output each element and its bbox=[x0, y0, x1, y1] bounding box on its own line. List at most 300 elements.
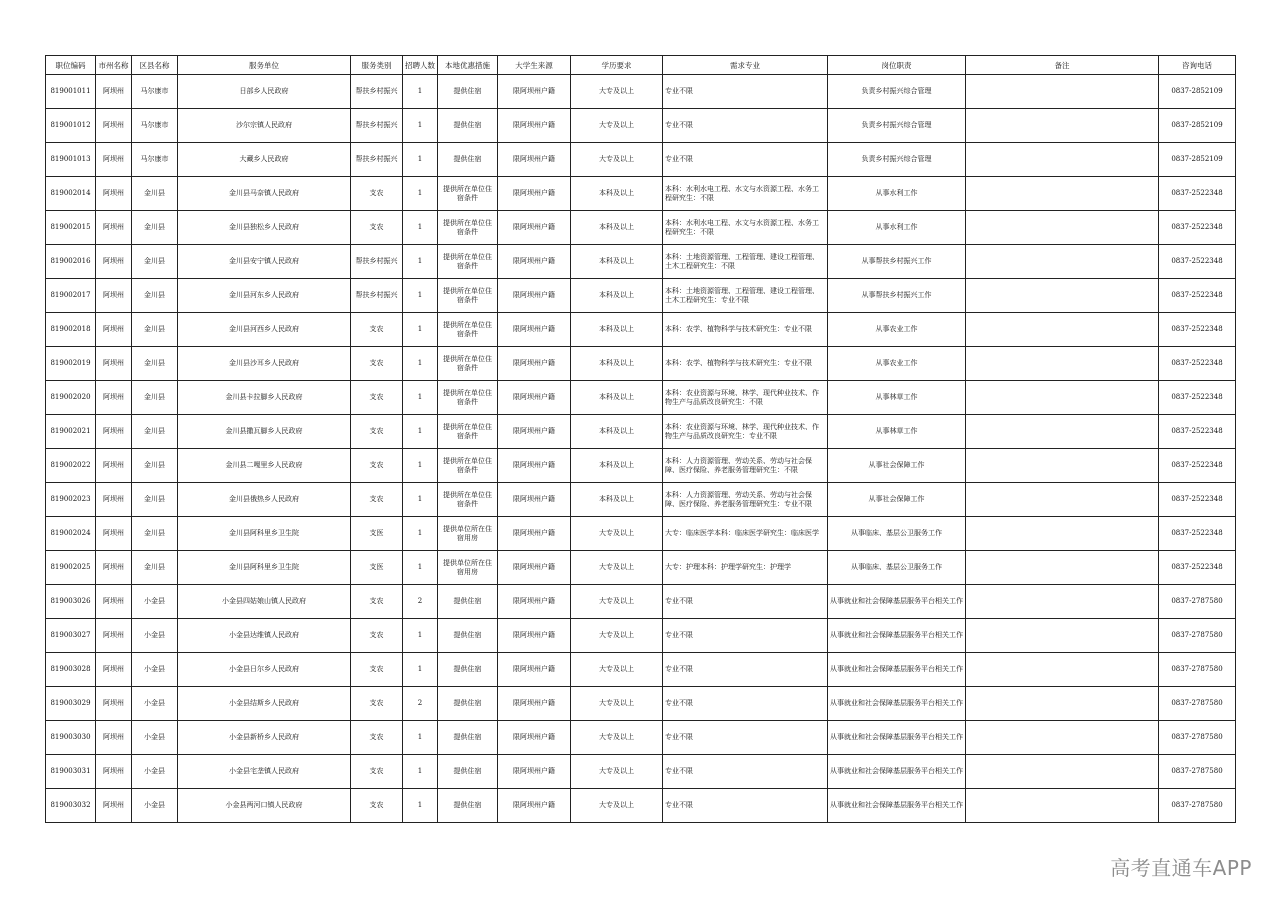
cell-education: 大专及以上 bbox=[571, 585, 663, 619]
cell-remarks bbox=[966, 211, 1159, 245]
cell-remarks bbox=[966, 75, 1159, 109]
cell-hiring-count: 2 bbox=[403, 585, 438, 619]
cell-phone: 0837-2522348 bbox=[1159, 211, 1236, 245]
cell-service-category: 帮扶乡村振兴 bbox=[351, 143, 403, 177]
cell-service-unit: 金川县俄热乡人民政府 bbox=[178, 483, 351, 517]
cell-position-code: 819003027 bbox=[46, 619, 96, 653]
table-row bbox=[46, 585, 1236, 619]
cell-hiring-count: 1 bbox=[403, 381, 438, 415]
cell-local-benefits: 提供住宿 bbox=[438, 721, 498, 755]
cell-phone: 0837-2522348 bbox=[1159, 483, 1236, 517]
table-row bbox=[46, 415, 1236, 449]
cell-city: 阿坝州 bbox=[96, 721, 132, 755]
cell-remarks bbox=[966, 415, 1159, 449]
cell-county: 小金县 bbox=[132, 789, 178, 823]
cell-duties: 负责乡村振兴综合管理 bbox=[828, 143, 966, 177]
cell-city: 阿坝州 bbox=[96, 789, 132, 823]
cell-duties: 负责乡村振兴综合管理 bbox=[828, 109, 966, 143]
cell-position-code: 819003032 bbox=[46, 789, 96, 823]
table-row bbox=[46, 347, 1236, 381]
cell-student-source: 限阿坝州户籍 bbox=[498, 721, 571, 755]
cell-major: 大专：临床医学本科：临床医学研究生：临床医学 bbox=[663, 517, 828, 551]
header-education: 学历要求 bbox=[571, 56, 663, 75]
cell-duties: 从事农业工作 bbox=[828, 313, 966, 347]
cell-duties: 从事就业和社会保障基层服务平台相关工作 bbox=[828, 755, 966, 789]
cell-major: 专业不限 bbox=[663, 755, 828, 789]
table-body bbox=[46, 75, 1236, 823]
cell-city: 阿坝州 bbox=[96, 687, 132, 721]
cell-student-source: 限阿坝州户籍 bbox=[498, 755, 571, 789]
cell-remarks bbox=[966, 347, 1159, 381]
cell-service-category: 帮扶乡村振兴 bbox=[351, 279, 403, 313]
cell-city: 阿坝州 bbox=[96, 619, 132, 653]
cell-major: 本科：土地资源管理、工程管理、建设工程管理、土木工程研究生：专业不限 bbox=[663, 279, 828, 313]
table-row bbox=[46, 75, 1236, 109]
cell-position-code: 819002017 bbox=[46, 279, 96, 313]
cell-student-source: 限阿坝州户籍 bbox=[498, 449, 571, 483]
table-row bbox=[46, 245, 1236, 279]
cell-education: 大专及以上 bbox=[571, 551, 663, 585]
header-service-unit: 服务单位 bbox=[178, 56, 351, 75]
cell-phone: 0837-2787580 bbox=[1159, 789, 1236, 823]
cell-duties: 从事水利工作 bbox=[828, 211, 966, 245]
cell-remarks bbox=[966, 245, 1159, 279]
cell-city: 阿坝州 bbox=[96, 517, 132, 551]
cell-city: 阿坝州 bbox=[96, 313, 132, 347]
cell-local-benefits: 提供所在单位住宿条件 bbox=[438, 245, 498, 279]
cell-service-category: 支农 bbox=[351, 789, 403, 823]
cell-hiring-count: 1 bbox=[403, 755, 438, 789]
cell-position-code: 819002024 bbox=[46, 517, 96, 551]
cell-remarks bbox=[966, 687, 1159, 721]
cell-hiring-count: 1 bbox=[403, 211, 438, 245]
cell-major: 专业不限 bbox=[663, 789, 828, 823]
cell-duties: 从事农业工作 bbox=[828, 347, 966, 381]
cell-hiring-count: 1 bbox=[403, 313, 438, 347]
cell-position-code: 819002023 bbox=[46, 483, 96, 517]
cell-service-unit: 小金县结斯乡人民政府 bbox=[178, 687, 351, 721]
cell-city: 阿坝州 bbox=[96, 551, 132, 585]
cell-service-category: 支医 bbox=[351, 551, 403, 585]
cell-education: 本科及以上 bbox=[571, 211, 663, 245]
cell-phone: 0837-2787580 bbox=[1159, 653, 1236, 687]
cell-position-code: 819002019 bbox=[46, 347, 96, 381]
cell-duties: 从事就业和社会保障基层服务平台相关工作 bbox=[828, 687, 966, 721]
cell-county: 小金县 bbox=[132, 585, 178, 619]
cell-duties: 从事林草工作 bbox=[828, 415, 966, 449]
cell-duties: 从事社会保障工作 bbox=[828, 483, 966, 517]
cell-phone: 0837-2522348 bbox=[1159, 381, 1236, 415]
cell-hiring-count: 1 bbox=[403, 789, 438, 823]
cell-city: 阿坝州 bbox=[96, 279, 132, 313]
cell-phone: 0837-2522348 bbox=[1159, 415, 1236, 449]
cell-duties: 从事帮扶乡村振兴工作 bbox=[828, 245, 966, 279]
cell-local-benefits: 提供住宿 bbox=[438, 143, 498, 177]
table-row bbox=[46, 177, 1236, 211]
cell-service-category: 支农 bbox=[351, 653, 403, 687]
cell-hiring-count: 1 bbox=[403, 415, 438, 449]
cell-duties: 从事就业和社会保障基层服务平台相关工作 bbox=[828, 619, 966, 653]
cell-major: 专业不限 bbox=[663, 109, 828, 143]
cell-county: 金川县 bbox=[132, 177, 178, 211]
cell-education: 大专及以上 bbox=[571, 109, 663, 143]
cell-hiring-count: 2 bbox=[403, 687, 438, 721]
cell-phone: 0837-2852109 bbox=[1159, 75, 1236, 109]
cell-service-category: 支农 bbox=[351, 449, 403, 483]
cell-position-code: 819001011 bbox=[46, 75, 96, 109]
cell-phone: 0837-2787580 bbox=[1159, 755, 1236, 789]
cell-county: 金川县 bbox=[132, 347, 178, 381]
cell-position-code: 819002015 bbox=[46, 211, 96, 245]
cell-service-unit: 小金县四姑娘山镇人民政府 bbox=[178, 585, 351, 619]
cell-position-code: 819003030 bbox=[46, 721, 96, 755]
cell-city: 阿坝州 bbox=[96, 245, 132, 279]
cell-service-unit: 小金县宅垄镇人民政府 bbox=[178, 755, 351, 789]
cell-major: 本科：农业资源与环境、林学、现代种业技术、作物生产与品质改良研究生：专业不限 bbox=[663, 415, 828, 449]
cell-service-unit: 小金县达维镇人民政府 bbox=[178, 619, 351, 653]
cell-student-source: 限阿坝州户籍 bbox=[498, 551, 571, 585]
cell-phone: 0837-2522348 bbox=[1159, 517, 1236, 551]
cell-city: 阿坝州 bbox=[96, 381, 132, 415]
cell-remarks bbox=[966, 449, 1159, 483]
cell-position-code: 819002014 bbox=[46, 177, 96, 211]
header-county: 区县名称 bbox=[132, 56, 178, 75]
table-row bbox=[46, 211, 1236, 245]
cell-student-source: 限阿坝州户籍 bbox=[498, 415, 571, 449]
cell-county: 小金县 bbox=[132, 755, 178, 789]
header-student-source: 大学生来源 bbox=[498, 56, 571, 75]
cell-city: 阿坝州 bbox=[96, 211, 132, 245]
cell-remarks bbox=[966, 585, 1159, 619]
cell-phone: 0837-2787580 bbox=[1159, 687, 1236, 721]
cell-position-code: 819003028 bbox=[46, 653, 96, 687]
cell-position-code: 819003026 bbox=[46, 585, 96, 619]
cell-city: 阿坝州 bbox=[96, 143, 132, 177]
cell-local-benefits: 提供所在单位住宿条件 bbox=[438, 381, 498, 415]
cell-hiring-count: 1 bbox=[403, 75, 438, 109]
cell-service-category: 支农 bbox=[351, 585, 403, 619]
cell-position-code: 819002021 bbox=[46, 415, 96, 449]
cell-local-benefits: 提供所在单位住宿条件 bbox=[438, 449, 498, 483]
table-row bbox=[46, 449, 1236, 483]
cell-hiring-count: 1 bbox=[403, 245, 438, 279]
cell-phone: 0837-2787580 bbox=[1159, 585, 1236, 619]
cell-remarks bbox=[966, 721, 1159, 755]
cell-service-category: 支农 bbox=[351, 687, 403, 721]
cell-service-category: 支农 bbox=[351, 721, 403, 755]
cell-service-unit: 小金县新桥乡人民政府 bbox=[178, 721, 351, 755]
cell-education: 大专及以上 bbox=[571, 143, 663, 177]
cell-service-unit: 金川县沙耳乡人民政府 bbox=[178, 347, 351, 381]
header-phone: 咨询电话 bbox=[1159, 56, 1236, 75]
cell-county: 小金县 bbox=[132, 619, 178, 653]
cell-county: 马尔康市 bbox=[132, 109, 178, 143]
cell-education: 大专及以上 bbox=[571, 721, 663, 755]
table-row bbox=[46, 109, 1236, 143]
cell-duties: 从事就业和社会保障基层服务平台相关工作 bbox=[828, 721, 966, 755]
cell-phone: 0837-2852109 bbox=[1159, 143, 1236, 177]
cell-remarks bbox=[966, 517, 1159, 551]
cell-local-benefits: 提供单位所在住宿用房 bbox=[438, 551, 498, 585]
cell-hiring-count: 1 bbox=[403, 551, 438, 585]
cell-phone: 0837-2522348 bbox=[1159, 551, 1236, 585]
cell-phone: 0837-2522348 bbox=[1159, 449, 1236, 483]
cell-local-benefits: 提供所在单位住宿条件 bbox=[438, 279, 498, 313]
cell-local-benefits: 提供住宿 bbox=[438, 109, 498, 143]
cell-duties: 从事临床、基层公卫服务工作 bbox=[828, 517, 966, 551]
cell-student-source: 限阿坝州户籍 bbox=[498, 211, 571, 245]
cell-local-benefits: 提供住宿 bbox=[438, 585, 498, 619]
cell-student-source: 限阿坝州户籍 bbox=[498, 109, 571, 143]
cell-duties: 从事社会保障工作 bbox=[828, 449, 966, 483]
cell-service-category: 支农 bbox=[351, 415, 403, 449]
cell-hiring-count: 1 bbox=[403, 619, 438, 653]
cell-local-benefits: 提供单位所在住宿用房 bbox=[438, 517, 498, 551]
cell-phone: 0837-2522348 bbox=[1159, 313, 1236, 347]
cell-hiring-count: 1 bbox=[403, 347, 438, 381]
cell-position-code: 819002018 bbox=[46, 313, 96, 347]
header-major: 需求专业 bbox=[663, 56, 828, 75]
cell-major: 本科：水利水电工程、水文与水资源工程、水务工程研究生：不限 bbox=[663, 211, 828, 245]
cell-major: 大专：护理本科：护理学研究生：护理学 bbox=[663, 551, 828, 585]
cell-student-source: 限阿坝州户籍 bbox=[498, 483, 571, 517]
cell-education: 大专及以上 bbox=[571, 755, 663, 789]
cell-service-unit: 金川县独松乡人民政府 bbox=[178, 211, 351, 245]
cell-service-category: 支农 bbox=[351, 347, 403, 381]
table-row bbox=[46, 279, 1236, 313]
table-row bbox=[46, 143, 1236, 177]
table-row bbox=[46, 313, 1236, 347]
cell-education: 本科及以上 bbox=[571, 415, 663, 449]
cell-student-source: 限阿坝州户籍 bbox=[498, 177, 571, 211]
cell-remarks bbox=[966, 177, 1159, 211]
table-header bbox=[46, 56, 1236, 75]
cell-remarks bbox=[966, 109, 1159, 143]
cell-major: 本科：农学、植物科学与技术研究生：专业不限 bbox=[663, 313, 828, 347]
cell-local-benefits: 提供住宿 bbox=[438, 75, 498, 109]
cell-student-source: 限阿坝州户籍 bbox=[498, 653, 571, 687]
cell-remarks bbox=[966, 755, 1159, 789]
table-row bbox=[46, 381, 1236, 415]
cell-hiring-count: 1 bbox=[403, 517, 438, 551]
cell-local-benefits: 提供所在单位住宿条件 bbox=[438, 177, 498, 211]
cell-remarks bbox=[966, 619, 1159, 653]
cell-phone: 0837-2852109 bbox=[1159, 109, 1236, 143]
cell-phone: 0837-2787580 bbox=[1159, 721, 1236, 755]
cell-major: 本科：人力资源管理、劳动关系、劳动与社会保障、医疗保险、养老服务管理研究生：专业不限 bbox=[663, 483, 828, 517]
cell-county: 马尔康市 bbox=[132, 143, 178, 177]
cell-city: 阿坝州 bbox=[96, 755, 132, 789]
cell-local-benefits: 提供所在单位住宿条件 bbox=[438, 347, 498, 381]
cell-remarks bbox=[966, 279, 1159, 313]
cell-service-unit: 日部乡人民政府 bbox=[178, 75, 351, 109]
cell-city: 阿坝州 bbox=[96, 449, 132, 483]
cell-service-unit: 金川县二嘎里乡人民政府 bbox=[178, 449, 351, 483]
cell-service-category: 支农 bbox=[351, 177, 403, 211]
cell-service-category: 帮扶乡村振兴 bbox=[351, 109, 403, 143]
cell-major: 本科：水利水电工程、水文与水资源工程、水务工程研究生：不限 bbox=[663, 177, 828, 211]
table-row bbox=[46, 483, 1236, 517]
cell-education: 大专及以上 bbox=[571, 75, 663, 109]
cell-service-unit: 沙尔宗镇人民政府 bbox=[178, 109, 351, 143]
cell-phone: 0837-2522348 bbox=[1159, 177, 1236, 211]
cell-major: 专业不限 bbox=[663, 585, 828, 619]
cell-hiring-count: 1 bbox=[403, 483, 438, 517]
cell-service-unit: 金川县安宁镇人民政府 bbox=[178, 245, 351, 279]
cell-city: 阿坝州 bbox=[96, 109, 132, 143]
cell-county: 金川县 bbox=[132, 483, 178, 517]
cell-county: 小金县 bbox=[132, 687, 178, 721]
cell-service-category: 帮扶乡村振兴 bbox=[351, 75, 403, 109]
cell-student-source: 限阿坝州户籍 bbox=[498, 517, 571, 551]
cell-county: 小金县 bbox=[132, 653, 178, 687]
cell-phone: 0837-2787580 bbox=[1159, 619, 1236, 653]
cell-county: 金川县 bbox=[132, 211, 178, 245]
cell-student-source: 限阿坝州户籍 bbox=[498, 619, 571, 653]
cell-education: 大专及以上 bbox=[571, 619, 663, 653]
cell-position-code: 819002022 bbox=[46, 449, 96, 483]
cell-major: 本科：土地资源管理、工程管理、建设工程管理、土木工程研究生：不限 bbox=[663, 245, 828, 279]
cell-duties: 从事水利工作 bbox=[828, 177, 966, 211]
cell-student-source: 限阿坝州户籍 bbox=[498, 687, 571, 721]
cell-duties: 负责乡村振兴综合管理 bbox=[828, 75, 966, 109]
cell-education: 本科及以上 bbox=[571, 381, 663, 415]
cell-major: 专业不限 bbox=[663, 75, 828, 109]
table-row bbox=[46, 755, 1236, 789]
cell-education: 大专及以上 bbox=[571, 789, 663, 823]
cell-service-unit: 大藏乡人民政府 bbox=[178, 143, 351, 177]
cell-hiring-count: 1 bbox=[403, 109, 438, 143]
cell-education: 本科及以上 bbox=[571, 347, 663, 381]
cell-hiring-count: 1 bbox=[403, 449, 438, 483]
cell-major: 专业不限 bbox=[663, 143, 828, 177]
cell-student-source: 限阿坝州户籍 bbox=[498, 347, 571, 381]
cell-position-code: 819002016 bbox=[46, 245, 96, 279]
cell-county: 金川县 bbox=[132, 313, 178, 347]
cell-education: 大专及以上 bbox=[571, 517, 663, 551]
cell-education: 本科及以上 bbox=[571, 313, 663, 347]
cell-county: 马尔康市 bbox=[132, 75, 178, 109]
cell-service-unit: 金川县卡拉脚乡人民政府 bbox=[178, 381, 351, 415]
cell-local-benefits: 提供住宿 bbox=[438, 789, 498, 823]
recruitment-table bbox=[45, 55, 1236, 823]
table-row bbox=[46, 653, 1236, 687]
cell-major: 本科：农业资源与环境、林学、现代种业技术、作物生产与品质改良研究生：不限 bbox=[663, 381, 828, 415]
header-city: 市州名称 bbox=[96, 56, 132, 75]
cell-major: 专业不限 bbox=[663, 619, 828, 653]
cell-local-benefits: 提供住宿 bbox=[438, 755, 498, 789]
table-row bbox=[46, 517, 1236, 551]
cell-remarks bbox=[966, 381, 1159, 415]
cell-service-unit: 金川县河东乡人民政府 bbox=[178, 279, 351, 313]
header-remarks: 备注 bbox=[966, 56, 1159, 75]
table-row bbox=[46, 789, 1236, 823]
cell-remarks bbox=[966, 483, 1159, 517]
cell-city: 阿坝州 bbox=[96, 483, 132, 517]
cell-local-benefits: 提供住宿 bbox=[438, 687, 498, 721]
cell-remarks bbox=[966, 551, 1159, 585]
cell-phone: 0837-2522348 bbox=[1159, 279, 1236, 313]
cell-duties: 从事林草工作 bbox=[828, 381, 966, 415]
cell-education: 大专及以上 bbox=[571, 653, 663, 687]
cell-phone: 0837-2522348 bbox=[1159, 347, 1236, 381]
cell-position-code: 819003031 bbox=[46, 755, 96, 789]
cell-education: 本科及以上 bbox=[571, 279, 663, 313]
cell-service-category: 支农 bbox=[351, 619, 403, 653]
cell-service-unit: 金川县马奈镇人民政府 bbox=[178, 177, 351, 211]
cell-hiring-count: 1 bbox=[403, 721, 438, 755]
cell-duties: 从事帮扶乡村振兴工作 bbox=[828, 279, 966, 313]
cell-position-code: 819001012 bbox=[46, 109, 96, 143]
cell-city: 阿坝州 bbox=[96, 75, 132, 109]
cell-education: 本科及以上 bbox=[571, 483, 663, 517]
cell-service-category: 支农 bbox=[351, 211, 403, 245]
header-service-category: 服务类别 bbox=[351, 56, 403, 75]
table-row bbox=[46, 687, 1236, 721]
cell-service-category: 支农 bbox=[351, 755, 403, 789]
cell-service-category: 支医 bbox=[351, 517, 403, 551]
cell-position-code: 819001013 bbox=[46, 143, 96, 177]
cell-position-code: 819002020 bbox=[46, 381, 96, 415]
cell-city: 阿坝州 bbox=[96, 415, 132, 449]
cell-local-benefits: 提供所在单位住宿条件 bbox=[438, 313, 498, 347]
cell-city: 阿坝州 bbox=[96, 653, 132, 687]
cell-remarks bbox=[966, 143, 1159, 177]
header-position-code: 职位编码 bbox=[46, 56, 96, 75]
cell-major: 专业不限 bbox=[663, 687, 828, 721]
cell-county: 金川县 bbox=[132, 279, 178, 313]
cell-hiring-count: 1 bbox=[403, 143, 438, 177]
cell-education: 本科及以上 bbox=[571, 449, 663, 483]
cell-education: 本科及以上 bbox=[571, 177, 663, 211]
cell-position-code: 819002025 bbox=[46, 551, 96, 585]
cell-county: 金川县 bbox=[132, 415, 178, 449]
cell-service-unit: 小金县两河口镇人民政府 bbox=[178, 789, 351, 823]
cell-service-unit: 金川县河西乡人民政府 bbox=[178, 313, 351, 347]
cell-hiring-count: 1 bbox=[403, 653, 438, 687]
cell-student-source: 限阿坝州户籍 bbox=[498, 279, 571, 313]
cell-duties: 从事就业和社会保障基层服务平台相关工作 bbox=[828, 585, 966, 619]
header-duties: 岗位职责 bbox=[828, 56, 966, 75]
cell-service-category: 帮扶乡村振兴 bbox=[351, 245, 403, 279]
cell-duties: 从事就业和社会保障基层服务平台相关工作 bbox=[828, 653, 966, 687]
cell-service-unit: 小金县日尔乡人民政府 bbox=[178, 653, 351, 687]
cell-county: 金川县 bbox=[132, 381, 178, 415]
cell-student-source: 限阿坝州户籍 bbox=[498, 381, 571, 415]
cell-student-source: 限阿坝州户籍 bbox=[498, 313, 571, 347]
header-local-benefits: 本地优惠措施 bbox=[438, 56, 498, 75]
cell-county: 金川县 bbox=[132, 551, 178, 585]
cell-local-benefits: 提供住宿 bbox=[438, 653, 498, 687]
cell-service-category: 支农 bbox=[351, 483, 403, 517]
cell-duties: 从事临床、基层公卫服务工作 bbox=[828, 551, 966, 585]
header-hiring-count: 招聘人数 bbox=[403, 56, 438, 75]
cell-student-source: 限阿坝州户籍 bbox=[498, 585, 571, 619]
cell-major: 本科：农学、植物科学与技术研究生：专业不限 bbox=[663, 347, 828, 381]
cell-local-benefits: 提供所在单位住宿条件 bbox=[438, 211, 498, 245]
cell-service-unit: 金川县阿科里乡卫生院 bbox=[178, 517, 351, 551]
cell-local-benefits: 提供所在单位住宿条件 bbox=[438, 483, 498, 517]
cell-student-source: 限阿坝州户籍 bbox=[498, 245, 571, 279]
cell-student-source: 限阿坝州户籍 bbox=[498, 75, 571, 109]
cell-local-benefits: 提供所在单位住宿条件 bbox=[438, 415, 498, 449]
table-row bbox=[46, 551, 1236, 585]
cell-service-category: 支农 bbox=[351, 381, 403, 415]
cell-county: 金川县 bbox=[132, 245, 178, 279]
cell-education: 本科及以上 bbox=[571, 245, 663, 279]
cell-service-category: 支农 bbox=[351, 313, 403, 347]
cell-county: 金川县 bbox=[132, 449, 178, 483]
